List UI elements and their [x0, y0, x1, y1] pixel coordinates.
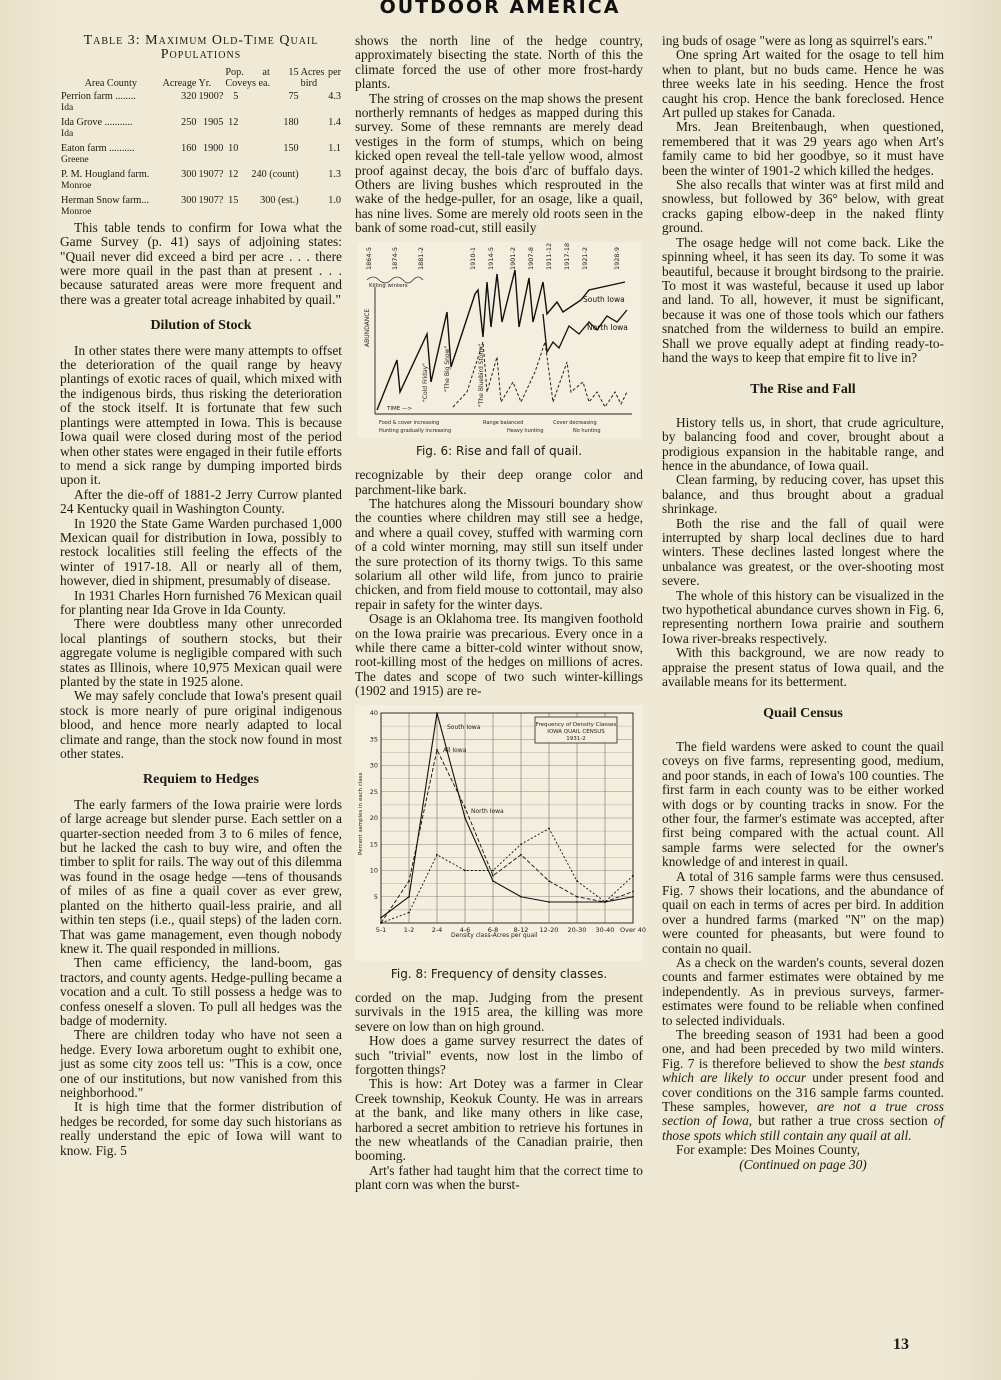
fig8-caption: Fig. 8: Frequency of density classes. — [390, 966, 608, 981]
county-name: Ida — [61, 127, 74, 139]
text-run: The breeding season of 1931 had been a good one, and had been preceded by two mild winters. Fig. 7 is therefore believed to show the — [662, 1027, 944, 1071]
fig8-point — [380, 916, 382, 918]
cell-area — [60, 193, 162, 219]
paragraph: The field wardens were asked to count the quail coveys on five farms, representing good, medium, and poor stands, in each of Iowa's 100 counties. The first farm in each county was to be either worked with dogs or by counting tracks in snow. For the other four, the farmer's estimate was accepted, after first being compared with the actual count. All sample farms were selected for the owner's knowledge of and interest in quail. — [662, 738, 944, 870]
paragraph: As a check on the warden's counts, several dozen counts and farmer estimates were obtained by me independently. As in previous surveys, farmer-estimates were found to be reliable when confined to selected individuals. — [662, 954, 944, 1028]
paragraph: recognizable by their deep orange color and parchment-like bark. — [355, 467, 643, 497]
fig6-year-label: 1907-8 — [527, 246, 535, 270]
cell-acreage: 300 — [181, 194, 197, 206]
fig8-point — [492, 880, 494, 882]
emphasis: are not a true cross section of Iowa, — [662, 1099, 944, 1129]
paragraph: Osage is an Oklahoma tree. Its mangiven foothold on the Iowa prairie was precarious. Every once in a while there came a bitter-cold winter without snow, root-killing most of the hedges on millions of acres. The dates and scope of two such winter-killings (1902 and 1915) are re- — [355, 611, 643, 699]
paragraph: We may safely conclude that Iowa's present quail stock is more nearly of pure original indigenous blood, and hence more nearly adapted to local climate and range, than the stock now found in most other states. — [60, 688, 342, 762]
th-yr: Yr. — [198, 77, 212, 89]
paragraph: The early farmers of the Iowa prairie were lords of large acreage but slender purse. Each settler on a quarter-section needed from 3 to 6 miles of fence, but he lacked the cash to buy wire, and often the timber to split for rails. The way out of this dilemma was found in the osage hedge —tens of thousands of miles of as fine a quail cover as ever grew, planted on the hitherto quail-less prairie, and all within ten steps (i.e., quail steps) of the laden corn. That was game management, even though nobody knew it. The quail responded in millions. — [60, 796, 342, 956]
paragraph: A total of 316 sample farms were thus censused. Fig. 7 shows their locations, and the abundance of quail on each in terms of acres per bird. In addition over a hundred farms (marked "N" on the map) were counted for pheasants, but were found to contain no quail. — [662, 868, 944, 956]
page-number: 13 — [893, 1336, 909, 1353]
emphasis: of those spots which still contain any quail at all. — [662, 1113, 944, 1143]
fig6-caption: Fig. 6: Rise and fall of quail. — [415, 443, 583, 458]
fig6-year-label: 1874-5 — [391, 246, 399, 270]
fig8-point — [576, 901, 578, 903]
fig6-diagram — [357, 242, 641, 438]
figure-6 — [355, 242, 643, 458]
fig8-point — [632, 890, 634, 892]
fig8-title-2: IOWA QUAIL CENSUS — [547, 728, 605, 735]
fig6-time-label: TIME —> — [387, 405, 413, 412]
area-name: Herman Snow farm... — [61, 194, 149, 206]
text-run: under present food and cover conditions on the 316 sample farms counted. These samples, however, — [662, 1070, 944, 1115]
table-row — [60, 115, 342, 141]
fig8-series-label: North Iowa — [471, 807, 504, 815]
cell-acreage: 160 — [181, 142, 197, 154]
continued-note — [662, 1158, 944, 1172]
cell-coveys: 5 — [233, 90, 239, 102]
fig8-point — [632, 874, 634, 876]
county-name: Greene — [61, 153, 89, 165]
fig8-x-tick: 1-2 — [403, 925, 415, 934]
area-name: Eaton farm .......... — [61, 142, 135, 154]
fig8-x-tick: 2-4 — [431, 925, 443, 934]
fig6-abundance-label: ABUNDANCE — [364, 308, 371, 347]
table-row — [60, 193, 342, 219]
paragraph: There were doubtless many other unrecorded local plantings of southern stocks, but their aggregate volume is negligible compared with such states as Illinois, where 10,975 Mexican quail were planted by the state in 1925 alone. — [60, 616, 342, 689]
fig8-point — [548, 901, 550, 903]
area-name: P. M. Hougland farm. — [61, 168, 150, 180]
fig8-y-tick: 25 — [369, 787, 378, 796]
column-1 — [60, 34, 342, 1158]
paragraph: In 1920 the State Game Warden purchased 1,000 Mexican quail for distribution in Iowa, possibly to restock localities still feeling the effects of the winter of 1917-18. All or nearly all of them, however, died in shipment, presumably of disease. — [60, 515, 342, 589]
paragraph: After the die-off of 1881-2 Jerry Currow planted 24 Kentucky quail in Washington County. — [60, 486, 342, 517]
fig8-point — [492, 869, 494, 871]
fig8-point — [548, 827, 550, 829]
fig8-x-tick: 30-40 — [595, 925, 615, 934]
cell-coveys: 10 — [228, 142, 239, 154]
area-name: Perrion farm ........ — [61, 90, 136, 102]
fig8-title: Frequency of Density Classes — [535, 721, 617, 728]
fig8-y-tick: 15 — [369, 839, 378, 848]
paragraph: Art's father had taught him that the correct time to plant corn was when the burst- — [355, 1162, 643, 1193]
paragraph: With this background, we are now ready to appraise the present status of Iowa quail, and the available means for its betterment. — [662, 645, 944, 690]
fig8-point — [464, 806, 466, 808]
fig8-series-label: All Iowa — [443, 746, 467, 754]
county-name: Ida — [61, 101, 74, 113]
figure-8 — [355, 705, 646, 981]
cell-area — [60, 167, 162, 193]
fig6-footer-5: Heavy hunting — [507, 427, 544, 434]
cell-coveys: 15 — [228, 194, 239, 206]
quail-table — [60, 67, 342, 219]
cell-acreage: 320 — [181, 90, 197, 102]
table-title: Table 3: Maximum Old-Time Quail Populations — [83, 33, 319, 63]
paragraph: The string of crosses on the map shows the present northerly remnants of hedges as mapped during this survey. Some of these remnants are merely dead vestiges in the form of stumps, which on being kicked open reveal the tell-tale yellow wood, almost proof against decay, the bois d'arc of buffalo days. Others are living bushes which resprouted in the wake of the hedge-puller, for an osage, like a quail, has nine lives. Some are merely old roots seen in the bank of some road-cut, still easily — [355, 90, 643, 236]
cell-year: 1905 — [202, 116, 224, 128]
fig8-point — [408, 895, 410, 897]
fig6-footer-2: Range balanced — [483, 419, 524, 426]
cell-area — [60, 89, 162, 115]
fig8-point — [408, 911, 410, 913]
county-name: Monroe — [61, 179, 92, 191]
cell-pop: 180 — [283, 116, 299, 128]
continued-text: (Continued on page 30) — [739, 1156, 867, 1172]
fig8-xlabel: Density class-Acres per quail — [451, 931, 538, 939]
paragraph: For example: Des Moines County, — [676, 1142, 860, 1158]
paragraph: The whole of this history can be visualized in the two hypothetical abundance curves shown in Fig. 6, representing northern Iowa prairie and southern Iowa river-breaks respectively. — [662, 587, 944, 646]
fig6-big-snow: "The Big Snow" — [444, 345, 451, 392]
table-row — [60, 89, 342, 115]
heading-dilution: Dilution of Stock — [150, 318, 252, 334]
th-pop: Pop. at 15 Coveys ea. — [225, 66, 299, 89]
fig8-y-tick: 5 — [373, 892, 378, 901]
fig8-y-tick: 30 — [369, 761, 378, 770]
paragraph: Clean farming, by reducing cover, has upset this balance, and thus brought about a gradual shrinkage. — [662, 472, 944, 517]
fig6-footer-4: Hunting gradually increasing — [379, 427, 452, 434]
paragraph: The hatchures along the Missouri boundary show the counties where children may still see a hedge, and where a quail covey, stuffed with warming corn of a cold winter morning, may still sun itself under the sure protection of its thorny twigs. To this same solarium all other wild life, from junco to prairie chicken, and from field mouse to cottontail, may also repair in safety for the winter days. — [355, 495, 643, 612]
cell-pop: 75 — [288, 90, 299, 102]
fig8-ylabel: Percent samples in each class — [358, 772, 364, 855]
fig8-point — [576, 880, 578, 882]
heading-rise-fall: The Rise and Fall — [750, 382, 856, 398]
cell-pop: 300 (est.) — [260, 194, 299, 206]
fig6-bluebird: "The Bluebird Storm" — [478, 343, 485, 407]
fig8-chart — [355, 705, 646, 961]
column-3 — [662, 34, 944, 1172]
county-name: Monroe — [61, 205, 92, 217]
fig6-year-label: 1864-5 — [365, 246, 373, 270]
fig8-y-tick: 10 — [369, 866, 378, 875]
fig6-footer-3: Cover decreasing — [553, 419, 597, 426]
cell-acres-per-bird: 1.4 — [328, 116, 341, 128]
column-2 — [355, 33, 646, 1193]
fig8-point — [380, 922, 382, 924]
fig8-x-tick: 12-20 — [539, 925, 559, 934]
cell-acreage: 250 — [181, 116, 197, 128]
cell-year: 1907? — [198, 168, 224, 180]
table-row — [60, 141, 342, 167]
fig8-point — [520, 853, 522, 855]
paragraph: History tells us, in short, that crude agriculture, by balancing food and cover, brought about a prodigious expansion in the habitable range, and hence in the abundance, of Iowa quail. — [662, 414, 944, 473]
cell-year: 1900? — [198, 90, 224, 102]
fig6-south-label: South Iowa — [583, 294, 625, 304]
fig8-point — [436, 853, 438, 855]
fig6-year-label: 1901-2 — [509, 246, 517, 270]
cell-area — [60, 141, 162, 167]
fig8-point — [520, 843, 522, 845]
fig8-point — [492, 874, 494, 876]
fig6-cold-friday: "Cold Friday" — [422, 362, 429, 402]
paragraph: One spring Art waited for the osage to tell him when to plant, but no buds came. Hence he was three weeks late in his seeding. Hence the frost caught his crop. Hence the bank foreclosed. Hence Art pulled up stakes for Canada. — [662, 47, 944, 121]
paragraph: Both the rise and the fall of quail were interrupted by sharp local declines due to hard winters. These declines lasted longest where the unbalance was greatest, or the over-shooting most severe. — [662, 515, 944, 589]
fig6-north-label: North Iowa — [587, 322, 628, 332]
fig8-point — [548, 880, 550, 882]
fig8-title-3: 1931-2 — [566, 735, 586, 742]
fig8-y-tick: 40 — [369, 708, 378, 717]
cell-acres-per-bird: 4.3 — [328, 90, 341, 102]
fig6-footer-6: No hunting — [573, 427, 601, 434]
fig8-point — [464, 869, 466, 871]
fig8-x-tick: 20-30 — [567, 925, 587, 934]
fig8-x-tick: 6-8 — [487, 925, 499, 934]
cell-acreage: 300 — [181, 168, 197, 180]
fig8-y-tick: 20 — [369, 813, 378, 822]
paragraph: This is how: Art Dotey was a farmer in Clear Creek township, Keokuk County. He was in arrears at the bank, and like many others in like case, harbored a secret ambition to retrieve his fortunes in the new wheatlands of the Canadian prairie, then booming. — [355, 1076, 643, 1164]
fig6-year-label: 1921-2 — [581, 246, 589, 270]
paragraph: In 1931 Charles Horn furnished 76 Mexican quail for planting near Ida Grove in Ida County. — [60, 587, 342, 617]
heading-quail-census: Quail Census — [763, 706, 843, 722]
table-row — [60, 167, 342, 193]
masthead: OUTDOOR AMERICA — [379, 0, 621, 18]
fig6-year-label: 1914-5 — [487, 246, 495, 270]
cell-acres-per-bird: 1.0 — [328, 194, 341, 206]
cell-area — [60, 115, 162, 141]
cell-acres-per-bird: 1.3 — [328, 168, 341, 180]
th-acreage: Acreage — [162, 77, 197, 89]
cell-year: 1907? — [198, 194, 224, 206]
fig8-point — [436, 748, 438, 750]
paragraph: This table tends to confirm for Iowa what the Game Survey (p. 41) says of adjoining states: "Quail never did exceed a bird per acre . . . there were more quail in the past than at present . . . because saturated areas were more frequent and there was a greater total acreage inhabited by quail." — [60, 219, 342, 307]
fig8-point — [632, 895, 634, 897]
paragraph: Mrs. Jean Breitenbaugh, when questioned, remembered that it was 29 years ago when Art's family came to bid her goodbye, so it must have been the winter of 1901-2 which killed the hedges. — [662, 119, 944, 178]
fig6-year-label: 1917-18 — [563, 242, 571, 270]
fig8-x-tick: 5-1 — [375, 925, 387, 934]
th-acres: Acres per bird — [300, 66, 341, 89]
fig6-year-label: 1881-2 — [417, 246, 425, 270]
paragraph: There are children today who have not seen a hedge. Every Iowa arboretum ought to exhibit one, just as some city zoos tell us: "This is a cow, once one of our institutions, but now vanished from this neighborhood." — [60, 1027, 342, 1100]
cell-pop: 150 — [283, 142, 299, 154]
fig8-y-tick: 35 — [369, 734, 378, 743]
fig6-footer-1: Food & cover increasing — [379, 419, 440, 426]
fig8-point — [604, 901, 606, 903]
fig6-year-label: 1910-1 — [469, 246, 477, 270]
paragraph: How does a game survey resurrect the dates of such "trivial" events, now lost in the limbo of forgotten things? — [355, 1033, 643, 1078]
paragraph: It is high time that the former distribution of hedges be recorded, for some day such historians as really understand the epic of Iowa will want to know. Fig. 5 — [60, 1099, 342, 1158]
fig8-point — [520, 895, 522, 897]
cell-acres-per-bird: 1.1 — [328, 142, 341, 154]
fig6-killing-label: Killing winters — [369, 282, 408, 289]
th-area: Area County — [84, 77, 137, 89]
heading-requiem: Requiem to Hedges — [143, 772, 259, 788]
text-run: but rather a true cross section — [752, 1113, 934, 1129]
paragraph: ing buds of osage "were as long as squirrel's ears." — [662, 33, 933, 48]
fig6-year-label: 1911-12 — [545, 242, 553, 270]
cell-pop: 240 (count) — [251, 168, 299, 180]
cell-coveys: 12 — [228, 168, 239, 180]
area-name: Ida Grove ........... — [61, 116, 133, 128]
fig8-point — [464, 817, 466, 819]
fig8-point — [436, 712, 438, 714]
paragraph: corded on the map. Judging from the present survivals in the 1915 area, the killing was more severe on low than on high ground. — [355, 990, 643, 1034]
paragraph: shows the north line of the hedge country, approximately bisecting the state. North of this the climate forced the use of other more frost-hardy plants. — [355, 33, 643, 92]
paragraph: The osage hedge will not come back. Like the spinning wheel, it has seen its day. To some it was beautiful, because it brought birdsong to the prairie. To most it was wasteful, because it used up labor and land. To all, however, it must be significant, because it was one of those tools which our fathers snatched from the wilderness to build an empire. Shall we prove equally adept at finding ready-to-hand the ways to keep that empire fit to live in? — [662, 234, 944, 365]
fig8-point — [408, 880, 410, 882]
fig8-series-label: South Iowa — [447, 723, 481, 731]
paragraph: In other states there were many attempts to offset the deterioration of the quail range by heavy plantings of exotic races of quail, which mixed with the indigenous birds, thus risking the deterioration of the stock itself. It is fortunate that few such plantings were attempted in Iowa. This is because Iowa quail were closed during most of the period when other states were engaged in their futile efforts to mend a sick range by dumping imported birds upon it. — [60, 342, 342, 488]
paragraph: Then came efficiency, the land-boom, gas tractors, and county agents. Hedge-pulling became a vocation and a cult. To still possess a hedge was to confess oneself a sloven. To pull all hedges was the badge of modernity. — [60, 955, 342, 1028]
fig6-year-label: 1928-9 — [613, 246, 621, 270]
paragraph — [662, 1028, 944, 1143]
paragraph: She also recalls that winter was at first mild and snowless, but followed by 36° below, with great cracks gaping elbow-deep in the naked flinty ground. — [662, 177, 944, 236]
fig8-x-tick: 4-6 — [459, 925, 471, 934]
fig8-point — [576, 895, 578, 897]
fig8-x-tick: 8-12 — [513, 925, 529, 934]
cell-coveys: 12 — [228, 116, 239, 128]
emphasis: best stands which are likely to occur — [662, 1055, 945, 1086]
cell-year: 1900 — [202, 142, 224, 154]
fig8-x-tick: Over 40 — [620, 925, 646, 934]
